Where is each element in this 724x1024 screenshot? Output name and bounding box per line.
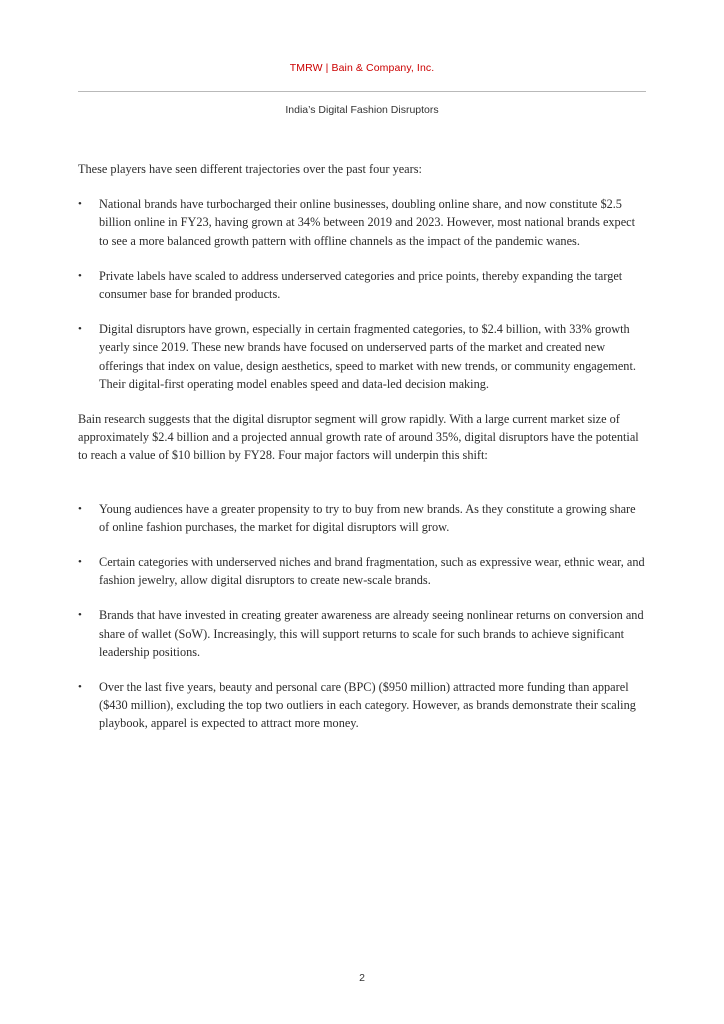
list-item — [78, 195, 646, 250]
page-body — [78, 160, 646, 750]
bullet-icon: • — [78, 323, 82, 336]
bullet-icon: • — [78, 269, 82, 282]
intro-paragraph: These players have seen different trajectories over the past four years: — [78, 162, 422, 176]
document-title: India’s Digital Fashion Disruptors — [285, 104, 439, 116]
bullet-icon: • — [78, 198, 82, 211]
trajectories-list — [78, 195, 646, 393]
list-item — [78, 500, 646, 536]
list-item-text: Digital disruptors have grown, especially in certain fragmented categories, to $2.4 billion, with 33% growth yearly since 2019. These new brands have focused on underserved parts of the market and created new offerings that index on value, design aesthetics, speed to market with new trends, or community engagement. Their digital-first operating model enables speed and data-led decision making. — [99, 322, 636, 391]
list-item-text: Certain categories with underserved niches and brand fragmentation, such as expressive wear, ethnic wear, and fashion jewelry, allow digital disruptors to create new-scale brands. — [99, 555, 645, 588]
outlook-paragraph: Bain research suggests that the digital disruptor segment will grow rapidly. With a large current market size of approximately $2.4 billion and a projected annual growth rate of around 35%, digital disruptors have the potential to reach a value of $10 billion by FY28. Four major factors will underpin this shift: — [78, 412, 639, 463]
bullet-icon: • — [78, 681, 82, 694]
factors-list — [78, 500, 646, 733]
header-divider — [78, 91, 646, 92]
list-item-text: National brands have turbocharged their online businesses, doubling online share, and now constitute $2.5 billion online in FY23, having grown at 34% between 2019 and 2023. However, most national brands expect to see a more balanced growth pattern with offline channels as the impact of the pandemic wanes. — [99, 197, 636, 248]
bullet-icon: • — [78, 502, 82, 515]
bullet-icon: • — [78, 609, 82, 622]
page-number: 2 — [359, 972, 365, 984]
list-item-text: Young audiences have a greater propensity to try to buy from new brands. As they constitute a growing share of online fashion purchases, the market for digital disruptors will grow. — [99, 501, 636, 534]
list-item — [78, 678, 646, 733]
list-item — [78, 553, 646, 589]
list-item — [78, 320, 646, 393]
list-item-text: Over the last five years, beauty and personal care (BPC) ($950 million) attracted more funding than apparel ($430 million), excluding the top two outliers in each category. However, as brands demonstrate their scaling playbook, apparel is expected to attract more money. — [99, 680, 636, 731]
list-item-text: Brands that have invested in creating greater awareness are already seeing nonlinear returns on conversion and share of wallet (SoW). Increasingly, this will support returns to scale for such brands to achieve significant leadership positions. — [99, 608, 644, 659]
list-item — [78, 606, 646, 661]
bullet-icon: • — [78, 556, 82, 569]
header-brand: TMRW | Bain & Company, Inc. — [289, 62, 435, 74]
list-item — [78, 267, 646, 303]
list-item-text: Private labels have scaled to address underserved categories and price points, thereby expanding the target consumer base for branded products. — [99, 268, 623, 302]
